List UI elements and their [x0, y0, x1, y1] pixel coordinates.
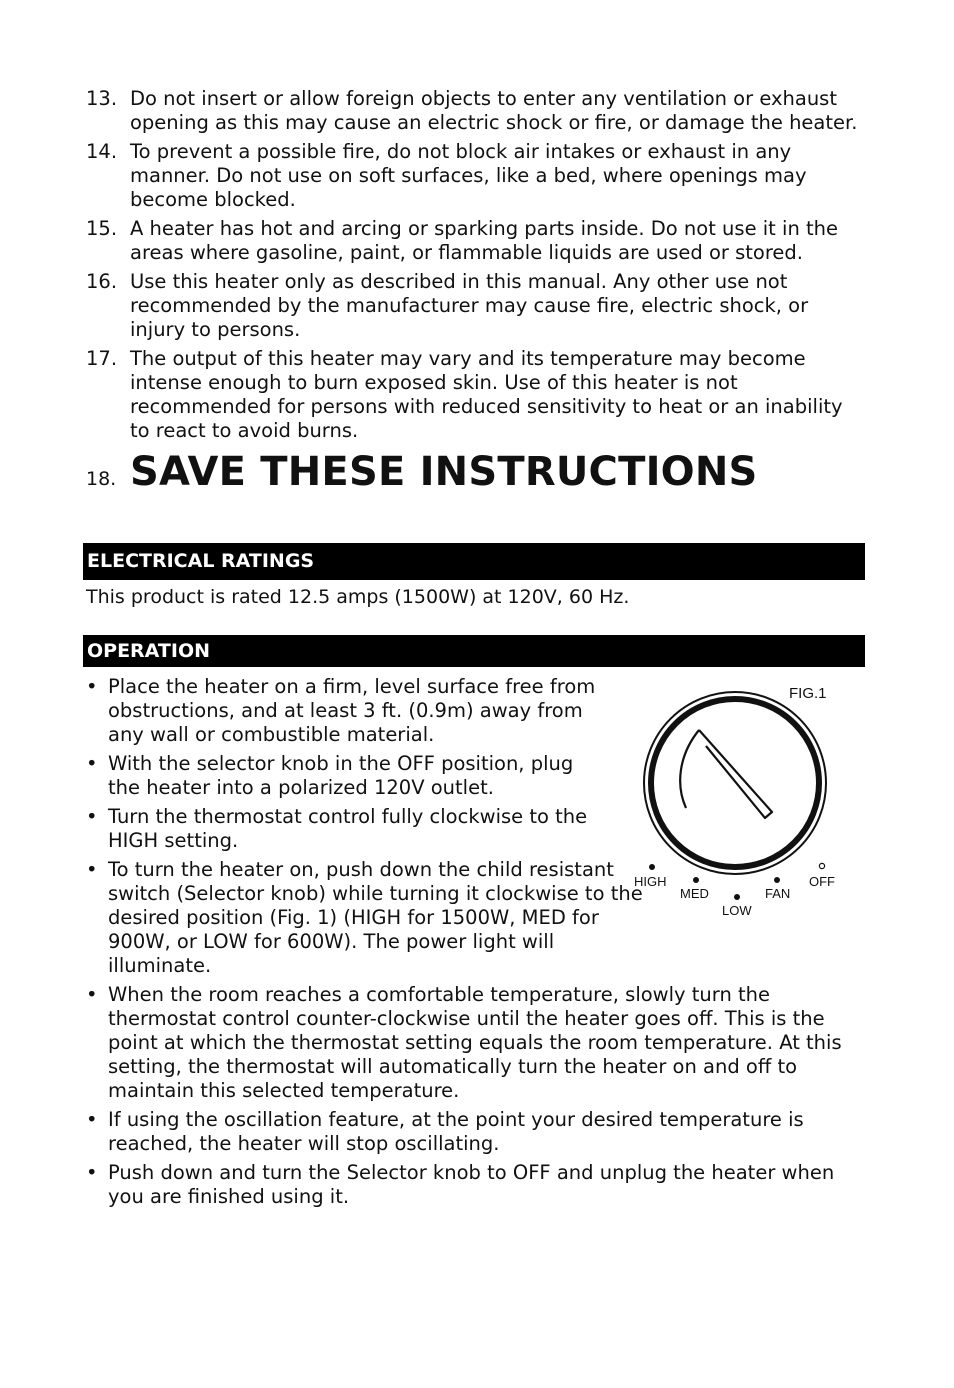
- low-dot-icon: [734, 894, 740, 900]
- operation-item-text: Place the heater on a firm, level surface free from obstructions, and at least 3 ft. (0.9m) away from any wall or combustible material.: [108, 675, 596, 746]
- fan-dot-icon: [774, 877, 780, 883]
- bullet-mark: •: [86, 805, 98, 828]
- save-instructions-title: SAVE THESE INSTRUCTIONS: [130, 449, 758, 495]
- operation-heading: OPERATION: [83, 635, 865, 667]
- setting-med-label: MED: [680, 886, 709, 901]
- operation-item-text: To turn the heater on, push down the child resistant switch (Selector knob) while turning it clockwise to the desired position (Fig. 1) (HIGH for 1500W, MED for 900W, or LOW for 600W). The power light will illuminate.: [108, 858, 643, 977]
- item-number: 18.: [86, 468, 117, 490]
- high-dot-icon: [649, 864, 655, 870]
- item-text: The output of this heater may vary and its temperature may become intense enough to burn exposed skin. Use of this heater is not recommended for persons with reduced sensitivity to heat or an inability to react to avoid burns.: [130, 347, 843, 442]
- item-text: To prevent a possible fire, do not block air intakes or exhaust in any manner. Do not use on soft surfaces, like a bed, where openings may become blocked.: [130, 140, 807, 211]
- electrical-ratings-text: This product is rated 12.5 amps (1500W) at 120V, 60 Hz.: [86, 586, 630, 608]
- bullet-mark: •: [86, 858, 98, 881]
- operation-item-text: When the room reaches a comfortable temperature, slowly turn the thermostat control counter-clockwise until the heater goes off. This is the point at which the thermostat setting equals the room temperature. At this setting, the thermostat will automatically turn the heater on and off to maintain this selected temperature.: [108, 983, 842, 1102]
- safety-item: [86, 140, 866, 212]
- safety-item: [86, 270, 866, 342]
- safety-instructions-list: [86, 87, 866, 448]
- save-instructions-row: [86, 448, 758, 496]
- electrical-ratings-heading: ELECTRICAL RATINGS: [83, 543, 865, 580]
- med-dot-icon: [693, 877, 699, 883]
- setting-high-label: HIGH: [634, 874, 667, 889]
- operation-item: [86, 983, 866, 1103]
- item-text: A heater has hot and arcing or sparking parts inside. Do not use it in the areas where gasoline, paint, or flammable liquids are used or stored.: [130, 217, 838, 264]
- operation-item-text: With the selector knob in the OFF position, plug the heater into a polarized 120V outlet.: [108, 752, 574, 799]
- item-text: Do not insert or allow foreign objects to enter any ventilation or exhaust opening as this may cause an electric shock or fire, or damage the heater.: [130, 87, 858, 134]
- safety-item: [86, 87, 866, 135]
- setting-fan-label: FAN: [765, 886, 791, 901]
- knob-grip-icon: [680, 730, 699, 808]
- figure-label: FIG.1: [789, 685, 827, 702]
- off-dot-icon: [819, 863, 824, 868]
- item-text: Use this heater only as described in this manual. Any other use not recommended by the manufacturer may cause fire, electric shock, or injury to persons.: [130, 270, 809, 341]
- bullet-mark: •: [86, 752, 98, 775]
- selector-knob-figure: [620, 676, 866, 926]
- knob-pointer-icon: [699, 730, 772, 818]
- item-number: 14.: [86, 140, 118, 163]
- operation-item: [86, 675, 596, 747]
- safety-item: [86, 217, 866, 265]
- operation-item: [86, 1108, 866, 1156]
- bullet-mark: •: [86, 983, 98, 1006]
- item-number: 17.: [86, 347, 118, 370]
- operation-item-text: Push down and turn the Selector knob to OFF and unplug the heater when you are finished using it.: [108, 1161, 835, 1208]
- setting-low-label: LOW: [722, 903, 752, 918]
- bullet-mark: •: [86, 675, 98, 698]
- bullet-mark: •: [86, 1161, 98, 1184]
- operation-item: [86, 1161, 866, 1209]
- setting-off-label: OFF: [809, 874, 835, 889]
- operation-item: [86, 858, 651, 978]
- operation-item: [86, 752, 596, 800]
- item-number: 16.: [86, 270, 118, 293]
- operation-item-text: Turn the thermostat control fully clockwise to the HIGH setting.: [108, 805, 588, 852]
- safety-item: [86, 347, 866, 443]
- bullet-mark: •: [86, 1108, 98, 1131]
- item-number: 15.: [86, 217, 118, 240]
- operation-item-text: If using the oscillation feature, at the point your desired temperature is reached, the heater will stop oscillating.: [108, 1108, 804, 1155]
- item-number: 13.: [86, 87, 118, 110]
- operation-item: [86, 805, 606, 853]
